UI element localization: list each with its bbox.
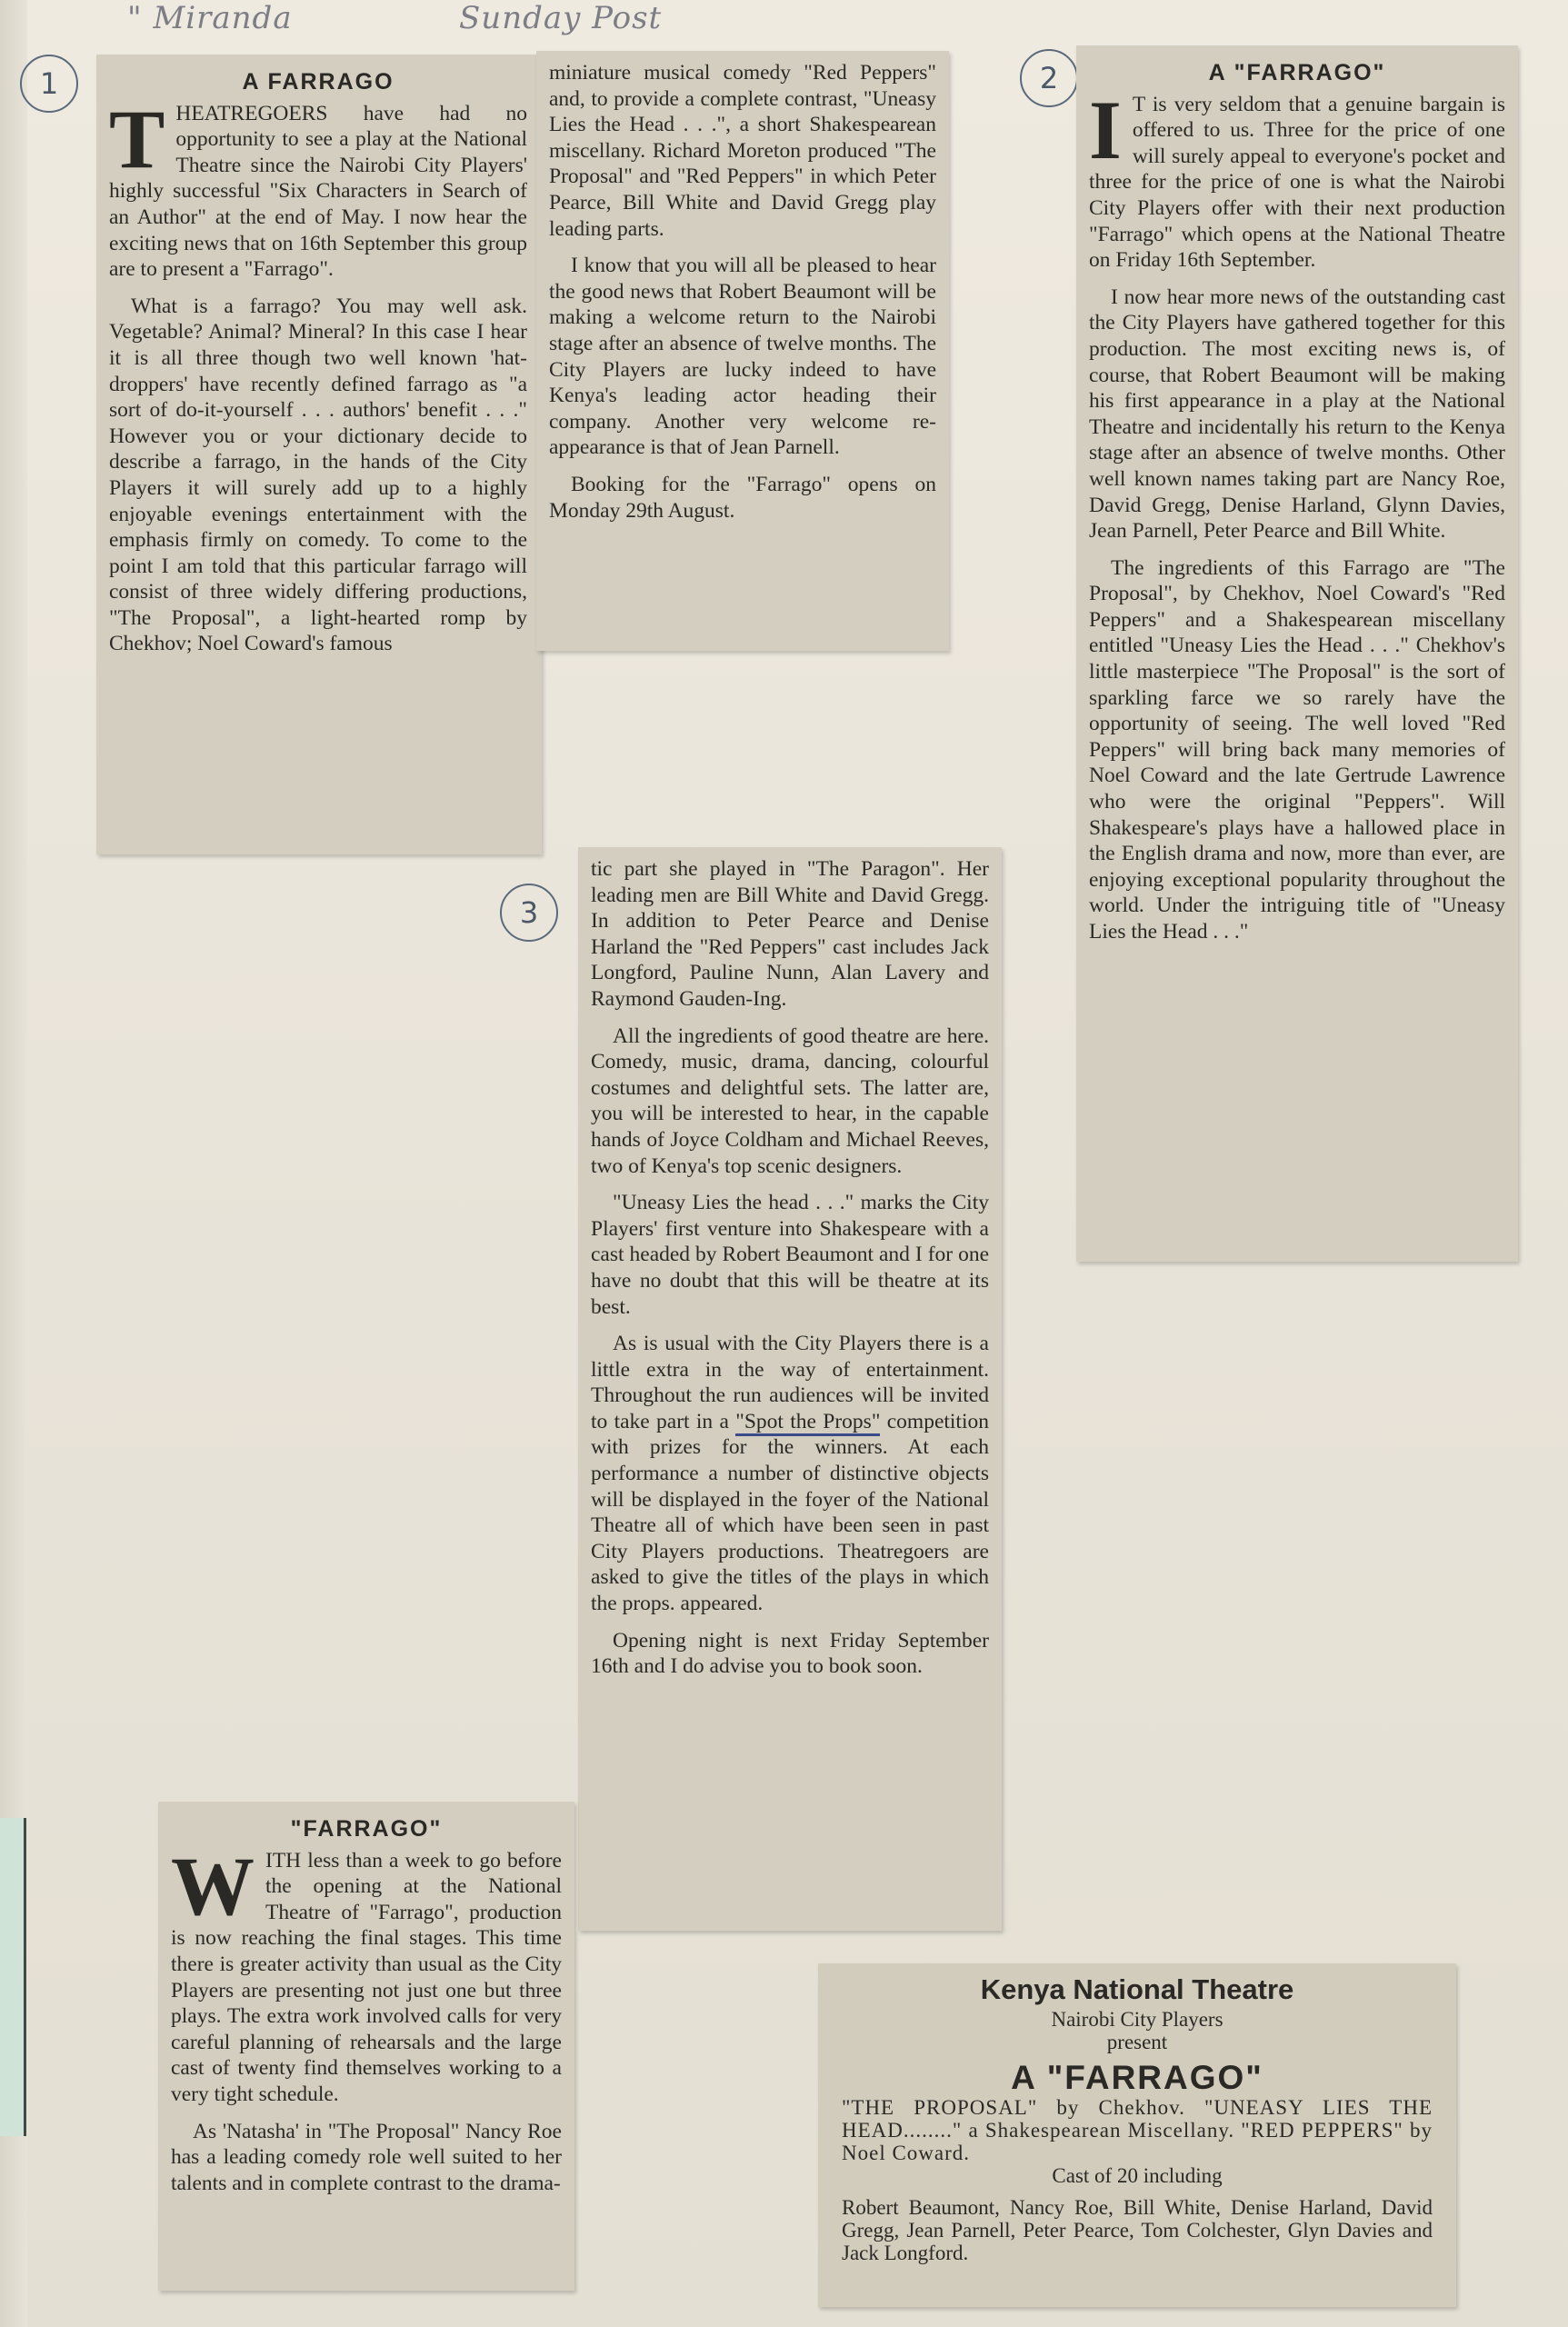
clipping-4 (158, 1802, 574, 2291)
clipping-1-col-2 (536, 51, 949, 651)
clipping-4-para-2: As 'Natasha' in "The Proposal" Nancy Roe has a leading comedy role well suited to her talents and in complete contrast to the drama- (171, 2119, 562, 2195)
drop-cap: W (171, 1839, 255, 1933)
ad-present: present (1106, 2031, 1168, 2053)
ad-theatre-name: Kenya National Theatre (980, 1973, 1294, 2005)
page-tab (0, 1818, 26, 2136)
handwritten-paper: Sunday Post (459, 0, 663, 36)
ad-headline: A "FARRAGO" (1011, 2059, 1263, 2096)
clipping-1-para-2: What is a farrago? You may well ask. Vegetable? Animal? Mineral? In this case I hear it is all three though two well known 'hat-droppers' have recently defined farrago as "a sort of do-it-yourself . . . authors' benefit . . ." However you or your dictionary decide to describe a farrago, in the hands of the City Players it will surely add up to a highly enjoyable evenings entertainment with the emphasis firmly on comedy. To come to the point I am told that this particular farrago will consist of three widely differing productions, "The Proposal", a light-hearted romp by Chekhov; Noel Coward's famous (109, 294, 527, 656)
marker-3: 3 (500, 884, 558, 942)
clipping-3 (578, 847, 1002, 1931)
paragraph-text: competition with prizes for the winners. At each performance a number of distinctive objects will be displayed in the foyer of the National Theatre all of which have been seen in past City Players productions. Theatregoers are asked to give the titles of the plays in which the props. appeared. (591, 1409, 989, 1616)
ad-cast-list: Robert Beaumont, Nancy Roe, Bill White, Denise Harland, David Gregg, Jean Parnell, Peter Pearce, Tom Colchester, Glyn Davies and Jack Longford. (842, 2196, 1433, 2264)
ad-cast-heading: Cast of 20 including (1052, 2164, 1223, 2187)
paragraph-text: As is usual with the City Players there is a little extra in the way of entertainment. Throughout the run audiences will be invited to take part in a (591, 1332, 989, 1433)
ad-description: "THE PROPOSAL" by Chekhov. "UNEASY LIES THE HEAD........" a Shakespearean Miscellany. "RED PEPPERS" by Noel Coward. (842, 2096, 1433, 2164)
ad-presenter: Nairobi City Players (1051, 2008, 1223, 2031)
marker-1: 1 (20, 55, 78, 113)
handwritten-source: " Miranda (127, 0, 293, 36)
clipping-3-para-2: All the ingredients of good theatre are here. Comedy, music, drama, dancing, colourful costumes and delightful sets. The latter are, you will be interested to hear, in the capable hands of Joyce Coldham and Michael Reeves, two of Kenya's top scenic designers. (591, 1024, 989, 1178)
clipping-2-para-2: I now hear more news of the outstanding cast the City Players have gathered together for this production. The most exciting news is, of course, that Robert Beaumont will be making his first appearance in a play at the National Theatre and incidentally his return to the Kenya stage after an absence of twelve months. Other well known names taking part are Nancy Roe, David Gregg, Denise Harland, Glynn Davies, Jean Parnell, Peter Pearce and Bill White. (1089, 285, 1505, 544)
clipping-1-para-1 (109, 92, 527, 283)
clipping-3-para-4 (591, 1331, 989, 1617)
clipping-4-para-1 (171, 1839, 562, 2108)
paragraph-text: HEATREGOERS have had no opportunity to see a play at the National Theatre since the Nairobi City Players' highly successful "Six Characters in Search of an Author" at the end of May. I now hear the exciting news that on 16th September this group are to present a "Farrago". (109, 101, 527, 282)
paragraph-text: ITH less than a week to go before the opening at the National Theatre of "Farrago", production is now reaching the final stages. This time there is greater activity than usual as the City Players are presenting not just one but three plays. The extra work involved calls for very careful planning of rehearsals and the large cast of twenty find themselves working to a very tight schedule. (171, 1848, 562, 2106)
spot-the-props-underlined: "Spot the Props" (735, 1410, 880, 1436)
clipping-3-closing: Opening night is next Friday September 16th and I do advise you to book soon. (591, 1628, 989, 1679)
marker-2: 2 (1020, 49, 1078, 107)
drop-cap: T (109, 92, 165, 185)
clipping-2 (1076, 45, 1518, 1262)
drop-cap: I (1089, 83, 1122, 176)
paragraph-text: T is very seldom that a genuine bargain is offered to us. Three for the price of one will surely appeal to everyone's pocket and three for the price of one is what the Nairobi City Players offer with their next production "Farrago" which opens at the National Theatre on Friday 16th September. (1089, 92, 1505, 273)
clipping-2-para-3: The ingredients of this Farrago are "The Proposal", by Chekhov, Noel Coward's "Red Peppers" and a Shakespearean miscellany entitled "Uneasy Lies the Head . . ." Chekhov's little masterpiece "The Proposal" is the sort of sparkling farce we so rarely have the opportunity of seeing. The well loved "Red Peppers" will bring back many memories of Noel Coward and the late Gertrude Lawrence who were the original "Peppers". Will Shakespeare's plays have a hallowed place in the English drama and now, more than ever, are enjoying exceptional popularity throughout the world. Under the intriguing title of "Uneasy Lies the Head . . ." (1089, 555, 1505, 944)
clipping-1-title: A FARRAGO (242, 69, 394, 95)
clipping-1-para-3: miniature musical comedy "Red Peppers" and, to provide a complete contrast, "Uneasy Lies the Head . . .", a short Shakespearean miscellany. Richard Moreton produced "The Proposal" and "Red Peppers" in which Peter Pearce, Bill White and David Gregg play leading parts. (549, 61, 936, 241)
theatre-advertisement (818, 1963, 1456, 2307)
clipping-1-col-1 (96, 55, 542, 854)
clipping-3-para-3: "Uneasy Lies the head . . ." marks the City Players' first venture into Shakespeare with a cast headed by Robert Beaumont and I for one have no doubt that this will be theatre at its best. (591, 1191, 989, 1319)
clipping-1-para-5: Booking for the "Farrago" opens on Monday 29th August. (549, 472, 936, 523)
clipping-1-para-4: I know that you will all be pleased to hear the good news that Robert Beaumont will be making a welcome return to the Nairobi stage after an absence of twelve months. The City Players are lucky indeed to have Kenya's leading actor heading their company. Another very welcome re-appearance is that of Jean Parnell. (549, 254, 936, 460)
clipping-2-title: A "FARRAGO" (1208, 60, 1386, 85)
clipping-4-title: "FARRAGO" (290, 1816, 443, 1842)
clipping-3-para-1: tic part she played in "The Paragon". Her leading men are Bill White and David Gregg. In addition to Peter Pearce and Denise Harland the "Red Peppers" cast includes Jack Longford, Pauline Nunn, Alan Lavery and Raymond Gauden-Ing. (591, 857, 989, 1011)
clipping-2-para-1 (1089, 83, 1505, 274)
